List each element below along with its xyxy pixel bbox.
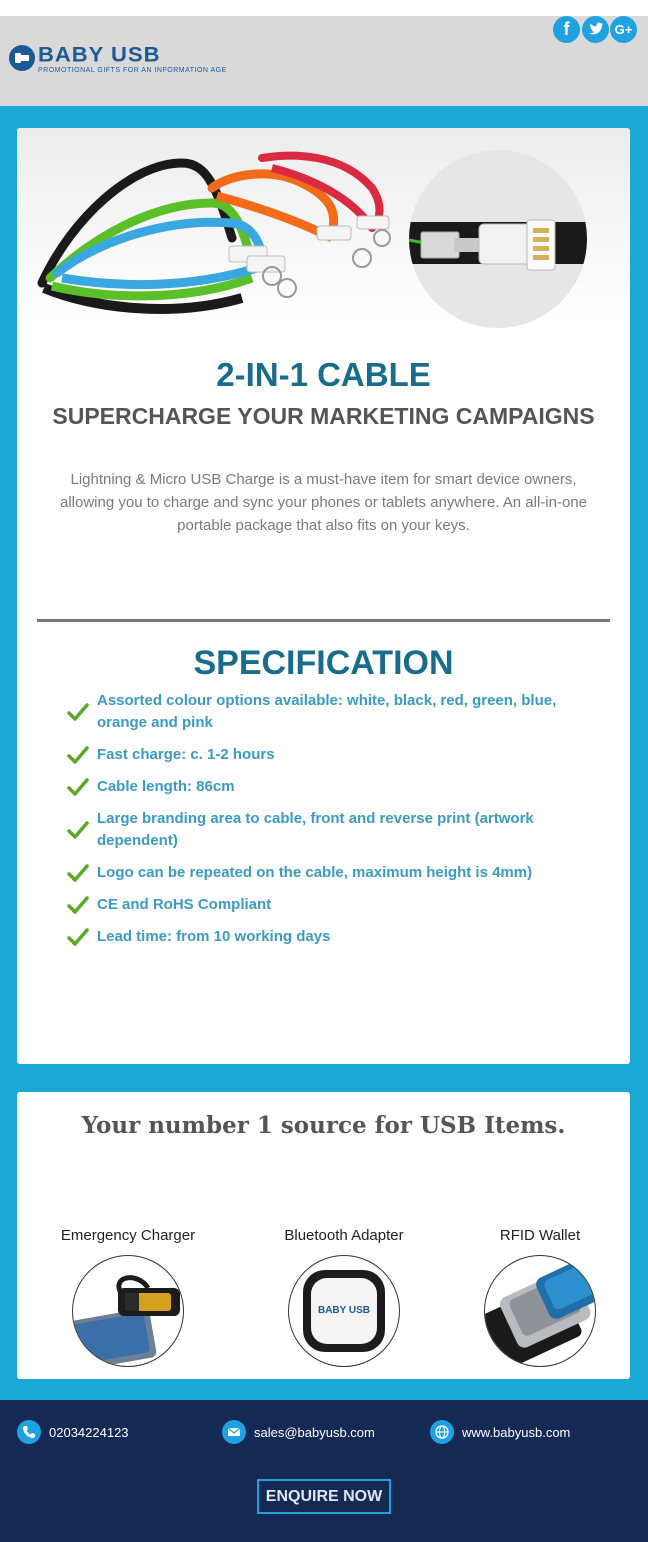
- product-name[interactable]: RFID Wallet: [499, 1227, 581, 1244]
- rfid-wallet-drawing: [485, 1256, 596, 1367]
- phone-number[interactable]: 02034224123: [49, 1424, 129, 1440]
- spec-item: [67, 776, 597, 798]
- rfid-wallet-image[interactable]: [484, 1255, 596, 1367]
- enquire-now-button[interactable]: ENQUIRE NOW: [257, 1479, 391, 1514]
- related-tagline: Your number 1 source for USB Items.: [81, 1112, 566, 1139]
- logo-mark-icon: [8, 44, 36, 72]
- contact-website[interactable]: [430, 1420, 570, 1444]
- logo-wordmark: BABY USB: [38, 42, 161, 67]
- email-icon: [222, 1420, 246, 1444]
- emergency-charger-drawing: [73, 1256, 184, 1367]
- contact-phone[interactable]: [17, 1420, 129, 1444]
- spec-item-text: Assorted colour options available: white, black, red, green, blue, orange and pink: [97, 692, 557, 731]
- top-strip: [0, 0, 648, 16]
- google-plus-icon[interactable]: G+: [610, 16, 637, 43]
- spec-item: [67, 862, 597, 884]
- spec-item-text: Cable length: 86cm: [97, 778, 235, 795]
- globe-glyph: [435, 1425, 449, 1439]
- phone-icon: [17, 1420, 41, 1444]
- section-divider: [37, 619, 610, 622]
- spec-item-text: Logo can be repeated on the cable, maximum height is 4mm): [97, 864, 533, 881]
- website-url[interactable]: www.babyusb.com: [462, 1424, 571, 1440]
- product-emergency-charger[interactable]: [53, 1227, 203, 1367]
- logo[interactable]: [8, 42, 227, 80]
- checkmark-icon: [67, 926, 89, 948]
- product-name[interactable]: Bluetooth Adapter: [284, 1227, 404, 1244]
- twitter-icon[interactable]: [582, 16, 609, 43]
- spec-item: [67, 808, 597, 852]
- emergency-charger-image[interactable]: [72, 1255, 184, 1367]
- bluetooth-adapter-image[interactable]: [288, 1255, 400, 1367]
- spec-item-text: Fast charge: c. 1-2 hours: [97, 746, 275, 763]
- connector-closeup-drawing: [409, 150, 587, 328]
- facebook-icon[interactable]: f: [553, 16, 580, 43]
- email-address[interactable]: sales@babyusb.com: [254, 1424, 375, 1440]
- product-bluetooth-adapter[interactable]: [269, 1227, 419, 1367]
- checkmark-icon: [67, 701, 89, 723]
- spec-item-text: Large branding area to cable, front and reverse print (artwork dependent): [97, 810, 534, 849]
- spec-item: [67, 744, 597, 766]
- checkmark-icon: [67, 744, 89, 766]
- checkmark-icon: [67, 819, 89, 841]
- spec-item-text: Lead time: from 10 working days: [97, 928, 331, 945]
- product-hero-image: [17, 128, 630, 343]
- phone-glyph: [22, 1425, 36, 1439]
- connector-closeup-image: [409, 150, 587, 328]
- footer: [0, 1400, 648, 1542]
- product-title: 2-IN-1 CABLE: [216, 356, 431, 393]
- logo-tagline: PROMOTIONAL GIFTS FOR AN INFORMATION AGE: [38, 67, 227, 74]
- spec-item: [67, 926, 597, 948]
- product-rfid-wallet[interactable]: [465, 1227, 615, 1367]
- checkmark-icon: [67, 894, 89, 916]
- checkmark-icon: [67, 862, 89, 884]
- envelope-glyph: [227, 1426, 241, 1438]
- spec-item-text: CE and RoHS Compliant: [97, 896, 272, 913]
- product-card: [17, 128, 630, 1064]
- checkmark-icon: [67, 776, 89, 798]
- product-name[interactable]: Emergency Charger: [60, 1227, 196, 1244]
- globe-icon: [430, 1420, 454, 1444]
- spec-item: [67, 894, 597, 916]
- twitter-bird-icon: [582, 16, 609, 43]
- contact-email[interactable]: [222, 1420, 375, 1444]
- product-subtitle: SUPERCHARGE YOUR MARKETING CAMPAIGNS: [52, 403, 595, 429]
- spec-item: [67, 690, 597, 734]
- specification-title: SPECIFICATION: [193, 644, 454, 682]
- product-description: Lightning & Micro USB Charge is a must-have item for smart device owners, allowing you to charge and sync your phones or tablets anywhere. An all-in-one portable package that also fits on your keys.: [60, 471, 587, 534]
- bluetooth-adapter-badge: BABY USB: [317, 1305, 371, 1316]
- related-products-card: [17, 1092, 630, 1379]
- lanyard-cables-image: [32, 128, 422, 343]
- specification-list: [67, 690, 597, 958]
